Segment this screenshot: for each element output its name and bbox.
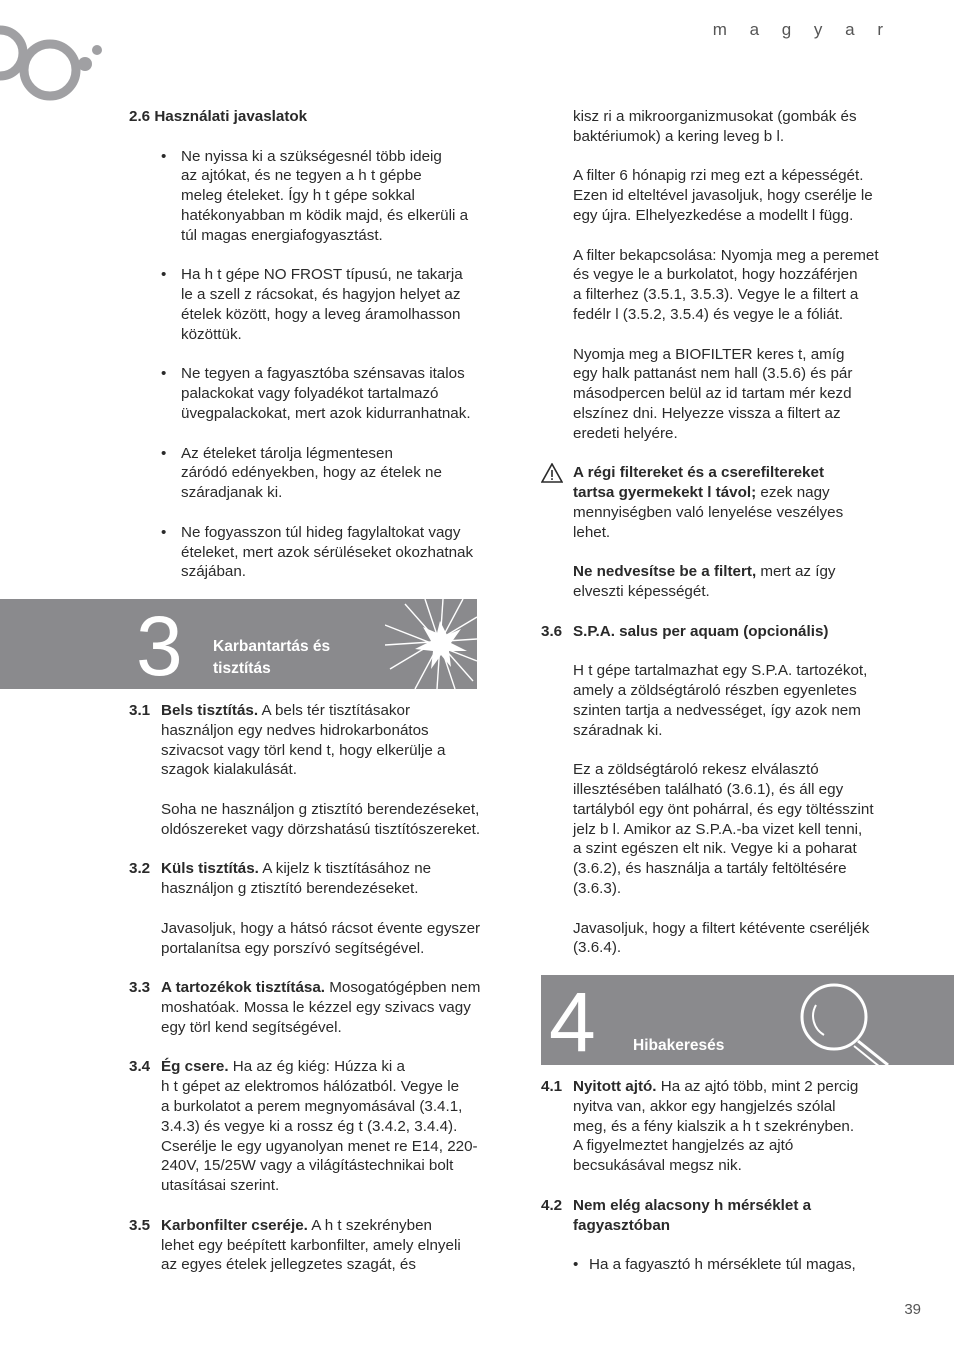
page-number: 39 bbox=[904, 1301, 921, 1318]
section-heading: Bels tisztítás. bbox=[161, 702, 259, 719]
text-line: mennyiségben való lenyelése veszélyes bbox=[573, 503, 844, 521]
right-column bbox=[541, 107, 911, 958]
section-number: 3.3 bbox=[129, 979, 151, 997]
text-line: A figyelmeztet hangjelzés az ajtó bbox=[573, 1137, 794, 1155]
text-line: (3.6.3). bbox=[573, 880, 622, 898]
text-line: egy újra. Elhelyezkedése a modellt l függ. bbox=[573, 206, 854, 224]
section-4-2 bbox=[541, 1196, 911, 1275]
section-heading: Ég csere. bbox=[161, 1058, 229, 1076]
note-heading: Ne nedvesítse be a filtert, bbox=[573, 563, 757, 581]
text-line: amely a zöldségtároló részben egyenletes bbox=[573, 682, 857, 700]
text-line: baktériumok) a kering leveg b l. bbox=[573, 127, 785, 145]
text-line: h t gépet az elektromos hálózatból. Vegye le bbox=[161, 1078, 460, 1096]
sparkle-icon bbox=[385, 599, 477, 689]
text-line: túl magas energiafogyasztást. bbox=[181, 226, 383, 244]
text-line: A bels tér tisztításakor bbox=[258, 702, 411, 719]
list-item: • Ha a fagyasztó h mérséklete túl magas, bbox=[573, 1255, 911, 1275]
section-heading: Nyitott ajtó. bbox=[573, 1078, 657, 1095]
text-line: egy törl kend segítségével. bbox=[161, 1018, 342, 1036]
text-line: meg, és a fény kialszik a h t szekrényben. bbox=[573, 1117, 855, 1135]
text-line: az egyes ételek jellegzetes szagát, és bbox=[161, 1256, 416, 1274]
text-line: közöttük. bbox=[181, 325, 242, 343]
text-line: ezek nagy bbox=[756, 484, 830, 502]
text-line: elveszti képességét. bbox=[573, 583, 710, 601]
bullet-list bbox=[129, 147, 489, 583]
text-line: Ezen id elteltével javasoljuk, hogy cserélje le bbox=[573, 187, 873, 205]
section-4-content bbox=[541, 1077, 911, 1275]
text-line: Ez a zöldségtároló rekesz elválasztó bbox=[573, 761, 819, 779]
section-3-6 bbox=[541, 622, 911, 959]
text-line: Javasoljuk, hogy a hátsó rácsot évente egyszer bbox=[161, 919, 481, 937]
text-line: Ha az ajtó több, mint 2 percig bbox=[656, 1078, 859, 1095]
text-line: a filterhez (3.5.1, 3.5.3). Vegye le a filtert a bbox=[573, 286, 859, 304]
text-line: az ajtókat, és ne tegyen a h t gépbe bbox=[181, 167, 422, 185]
text-line: • Ne nyissa ki a szükségesnél több ideig bbox=[181, 147, 442, 165]
section-3-4 bbox=[129, 1057, 494, 1196]
warning-icon bbox=[541, 463, 563, 483]
text-line: a szint egészen elt nik. Vegye ki a poharat bbox=[573, 840, 857, 858]
section-number: 4.2 bbox=[541, 1196, 563, 1214]
section-3-1 bbox=[129, 701, 494, 840]
text-line: (3.6.2), és használja a tartály feltöltésére bbox=[573, 860, 847, 878]
section-heading: S.P.A. salus per aquam (opcionális) bbox=[573, 622, 829, 640]
section-number: 3.6 bbox=[541, 622, 563, 640]
text-line: H t gépe tartalmazhat egy S.P.A. tartozékot, bbox=[573, 662, 868, 680]
warning-block bbox=[573, 463, 911, 542]
text-line: mert az így bbox=[756, 563, 836, 581]
text-line: Nyomja meg a BIOFILTER keres t, amíg bbox=[573, 345, 845, 363]
text-line: használjon egy nedves hidrokarbonátos bbox=[161, 721, 429, 739]
section-number: 3.5 bbox=[129, 1216, 151, 1234]
list-item bbox=[161, 444, 489, 503]
chapter-title-line1: Karbantartás és bbox=[213, 638, 331, 655]
chapter-number: 3 bbox=[136, 599, 183, 689]
text-line: tartályból egy önt pohárral, és egy töltésszint bbox=[573, 800, 874, 818]
text-line: üvegpalackokat, mert azok kidurranhatnak. bbox=[181, 404, 471, 422]
text-line: szájában. bbox=[181, 563, 247, 581]
language-label: m a g y a r bbox=[712, 20, 892, 39]
section-heading: Nem elég alacsony h mérséklet a bbox=[573, 1196, 812, 1214]
text-line: moshatóak. Mossa le kézzel egy szivacs vagy bbox=[161, 998, 471, 1016]
text-line: A filter bekapcsolása: Nyomja meg a peremet bbox=[573, 246, 879, 264]
text-line: • Ha h t gépe NO FROST típusú, ne takarja bbox=[181, 266, 463, 284]
section-3-content bbox=[129, 701, 494, 1275]
text-line: nyitva van, akkor egy hangjelzés szólal bbox=[573, 1097, 836, 1115]
section-4-1 bbox=[541, 1077, 911, 1176]
list-item bbox=[161, 147, 489, 246]
text-line: szivacsot vagy törl kend t, hogy elkerülje a bbox=[161, 741, 446, 759]
text-line: ételeket, mert azok sérüléseket okozhatnak bbox=[181, 543, 474, 561]
section-heading: fagyasztóban bbox=[573, 1216, 671, 1234]
section-3-3 bbox=[129, 978, 494, 1037]
text-line: záródó edényekben, hogy az ételek ne bbox=[181, 464, 442, 482]
text-line: másodpercen belül az id tartam mér kezd bbox=[573, 385, 852, 403]
warning-heading: A régi filtereket és a cserefiltereket bbox=[573, 464, 825, 482]
section-number: 3.2 bbox=[129, 860, 151, 878]
text-line: szinten tartja a nedvességet, így azok nem bbox=[573, 701, 861, 719]
text-line: Javasoljuk, hogy a filtert kétévente cseréljék bbox=[573, 919, 870, 937]
chapter-4-banner bbox=[541, 975, 954, 1065]
section-2-6 bbox=[129, 107, 489, 582]
text-line: le a szell z rácsokat, és hagyjon helyet az bbox=[181, 286, 461, 304]
chapter-title-line2: tisztítás bbox=[213, 660, 271, 677]
text-line: (3.6.4). bbox=[573, 939, 622, 957]
text-line: palackokat vagy folyadékot tartalmazó bbox=[181, 385, 439, 403]
text-line: Mosogatógépben nem bbox=[325, 979, 481, 997]
text-line: használjon g ztisztító berendezéseket. bbox=[161, 880, 419, 898]
text-line: Soha ne használjon g ztisztító berendezéseket, bbox=[161, 800, 480, 818]
section-3-2 bbox=[129, 859, 494, 958]
text-line: becsukásával megsz nik. bbox=[573, 1157, 742, 1175]
text-line: Cserélje le egy ugyanolyan menet re E14, 220- bbox=[161, 1137, 478, 1155]
chapter-title: Hibakeresés bbox=[633, 1037, 725, 1054]
text-line: jelz b l. Amikor az S.P.A.-ba vizet kell tenni, bbox=[573, 820, 863, 838]
text-line: meleg ételeket. Így h t gépe sokkal bbox=[181, 187, 415, 205]
text-line: lehet. bbox=[573, 523, 611, 541]
text-line: • Ne tegyen a fagyasztóba szénsavas italos bbox=[181, 365, 465, 383]
section-2-6-title: 2.6 Használati javaslatok bbox=[129, 108, 308, 125]
text-line: utasításai szerint. bbox=[161, 1177, 280, 1195]
text-line: szagok kialakulását. bbox=[161, 761, 297, 779]
section-number: 3.4 bbox=[129, 1058, 151, 1076]
section-heading: Küls tisztítás. bbox=[161, 860, 259, 878]
section-number: 3.1 bbox=[129, 702, 151, 719]
text-line: 3.4.3) és vegye ki a rossz ég t (3.4.2, 3.4.4). bbox=[161, 1117, 458, 1135]
text-line: A kijelz k tisztításához ne bbox=[258, 860, 432, 878]
text-line: • Ne fogyasszon túl hideg fagylaltokat vagy bbox=[181, 523, 461, 541]
magnifier-icon bbox=[796, 983, 896, 1065]
text-line: hatékonyabban m ködik majd, és elkerüli a bbox=[181, 206, 469, 224]
list-item bbox=[161, 265, 489, 344]
text-line: A h t szekrényben bbox=[307, 1216, 432, 1234]
text-line: ételek között, hogy a leveg áramolhasson bbox=[181, 305, 461, 323]
warning-heading: tartsa gyermekekt l távol; bbox=[573, 484, 757, 502]
text-line: portalanítsa egy porszívó segítségével. bbox=[161, 939, 425, 957]
text-line: • Az ételeket tárolja légmentesen bbox=[181, 444, 393, 462]
text-line: A filter 6 hónapig rzi meg ezt a képességét. bbox=[573, 167, 864, 185]
text-line: kisz ri a mikroorganizmusokat (gombák és bbox=[573, 108, 857, 125]
section-heading: A tartozékok tisztítása. bbox=[161, 979, 326, 997]
chapter-number: 4 bbox=[549, 975, 596, 1065]
text-line: száradjanak ki. bbox=[181, 484, 283, 502]
text-line: fedélr l (3.5.2, 3.5.4) és vegye le a fóliát. bbox=[573, 305, 844, 323]
text-line: 240V, 15/25W vagy a világítástechnikai bolt bbox=[161, 1157, 454, 1175]
text-line: eredeti helyére. bbox=[573, 424, 678, 442]
section-number: 4.1 bbox=[541, 1078, 563, 1095]
section-heading: Karbonfilter cseréje. bbox=[161, 1216, 308, 1234]
text-line: száradnak ki. bbox=[573, 721, 663, 739]
text-line: elszínez dni. Helyezze vissza a filtert az bbox=[573, 404, 841, 422]
text-line: illesztésében található (3.6.1), és áll egy bbox=[573, 781, 844, 799]
text-line: a burkolatot a perem megnyomásával (3.4.1, bbox=[161, 1097, 463, 1115]
chapter-3-banner bbox=[0, 599, 477, 689]
text-line: Ha az ég kiég: Húzza ki a bbox=[228, 1058, 405, 1076]
list-item bbox=[161, 364, 489, 423]
text-line: oldószereket vagy dörzshatású tisztítószereket. bbox=[161, 820, 481, 838]
brand-logo-icon bbox=[0, 18, 110, 108]
text-line: lehet egy beépített karbonfilter, amely elnyeli bbox=[161, 1236, 461, 1254]
text-line: és vegye le a burkolatot, hogy hozzáférjen bbox=[573, 266, 858, 284]
section-3-5 bbox=[129, 1216, 494, 1275]
list-item bbox=[161, 523, 489, 582]
text-line: egy halk pattanást nem hall (3.5.6) és pár bbox=[573, 365, 853, 383]
